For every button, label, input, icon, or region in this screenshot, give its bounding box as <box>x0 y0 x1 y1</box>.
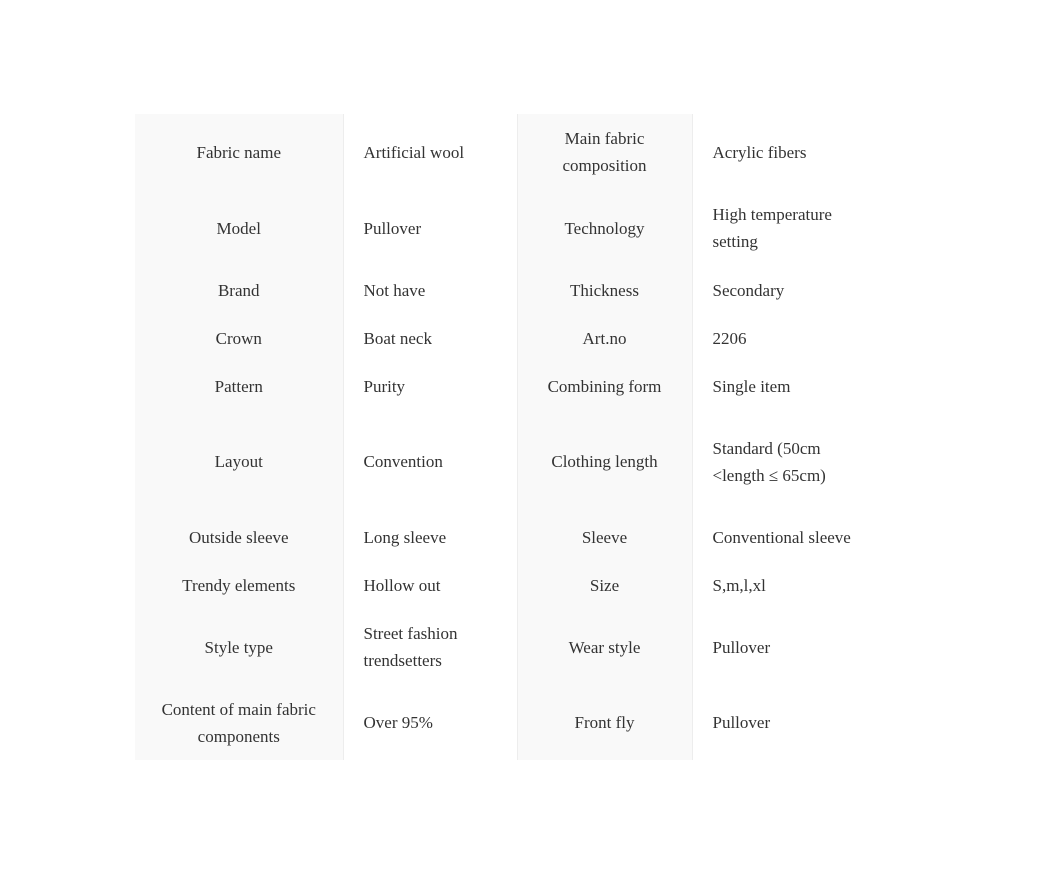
attribute-name: Sleeve <box>517 513 692 561</box>
attribute-name: Pattern <box>135 362 343 410</box>
table-row <box>135 561 898 609</box>
attribute-value: Acrylic fibers <box>692 114 898 190</box>
attribute-name: Main fabric composition <box>517 114 692 190</box>
attribute-name: Model <box>135 190 343 266</box>
attribute-value: Convention <box>343 410 517 513</box>
table-row <box>135 314 898 362</box>
attribute-name: Technology <box>517 190 692 266</box>
attribute-value: Secondary <box>692 266 898 314</box>
attribute-name: Layout <box>135 410 343 513</box>
attribute-name: Trendy elements <box>135 561 343 609</box>
attribute-value: High temperature setting <box>692 190 898 266</box>
attribute-value: Not have <box>343 266 517 314</box>
attribute-value: Pullover <box>343 190 517 266</box>
attribute-name: Brand <box>135 266 343 314</box>
attribute-name: Fabric name <box>135 114 343 190</box>
attribute-value: Conventional sleeve <box>692 513 898 561</box>
attribute-value: Artificial wool <box>343 114 517 190</box>
table-row <box>135 362 898 410</box>
attribute-value: S,m,l,xl <box>692 561 898 609</box>
attribute-value: Purity <box>343 362 517 410</box>
attribute-name: Front fly <box>517 685 692 760</box>
table-row <box>135 114 898 190</box>
attribute-name: Crown <box>135 314 343 362</box>
attribute-name: Art.no <box>517 314 692 362</box>
table-row <box>135 410 898 513</box>
attribute-name: Outside sleeve <box>135 513 343 561</box>
table-row <box>135 513 898 561</box>
table-row <box>135 609 898 685</box>
attribute-name: Content of main fabric components <box>135 685 343 760</box>
attribute-name: Thickness <box>517 266 692 314</box>
product-spec-table <box>135 114 898 760</box>
attribute-value: Pullover <box>692 609 898 685</box>
table-row <box>135 266 898 314</box>
attribute-value: Street fashion trendsetters <box>343 609 517 685</box>
attribute-name: Wear style <box>517 609 692 685</box>
attribute-value: Single item <box>692 362 898 410</box>
attribute-value: Hollow out <box>343 561 517 609</box>
attribute-value: Boat neck <box>343 314 517 362</box>
table-row <box>135 190 898 266</box>
attribute-value: Over 95% <box>343 685 517 760</box>
attribute-value: 2206 <box>692 314 898 362</box>
attribute-value: Long sleeve <box>343 513 517 561</box>
attribute-name: Clothing length <box>517 410 692 513</box>
attribute-value: Pullover <box>692 685 898 760</box>
attribute-name: Combining form <box>517 362 692 410</box>
table-row <box>135 685 898 760</box>
attribute-name: Style type <box>135 609 343 685</box>
attribute-value: Standard (50cm <length ≤ 65cm) <box>692 410 898 513</box>
attribute-name: Size <box>517 561 692 609</box>
